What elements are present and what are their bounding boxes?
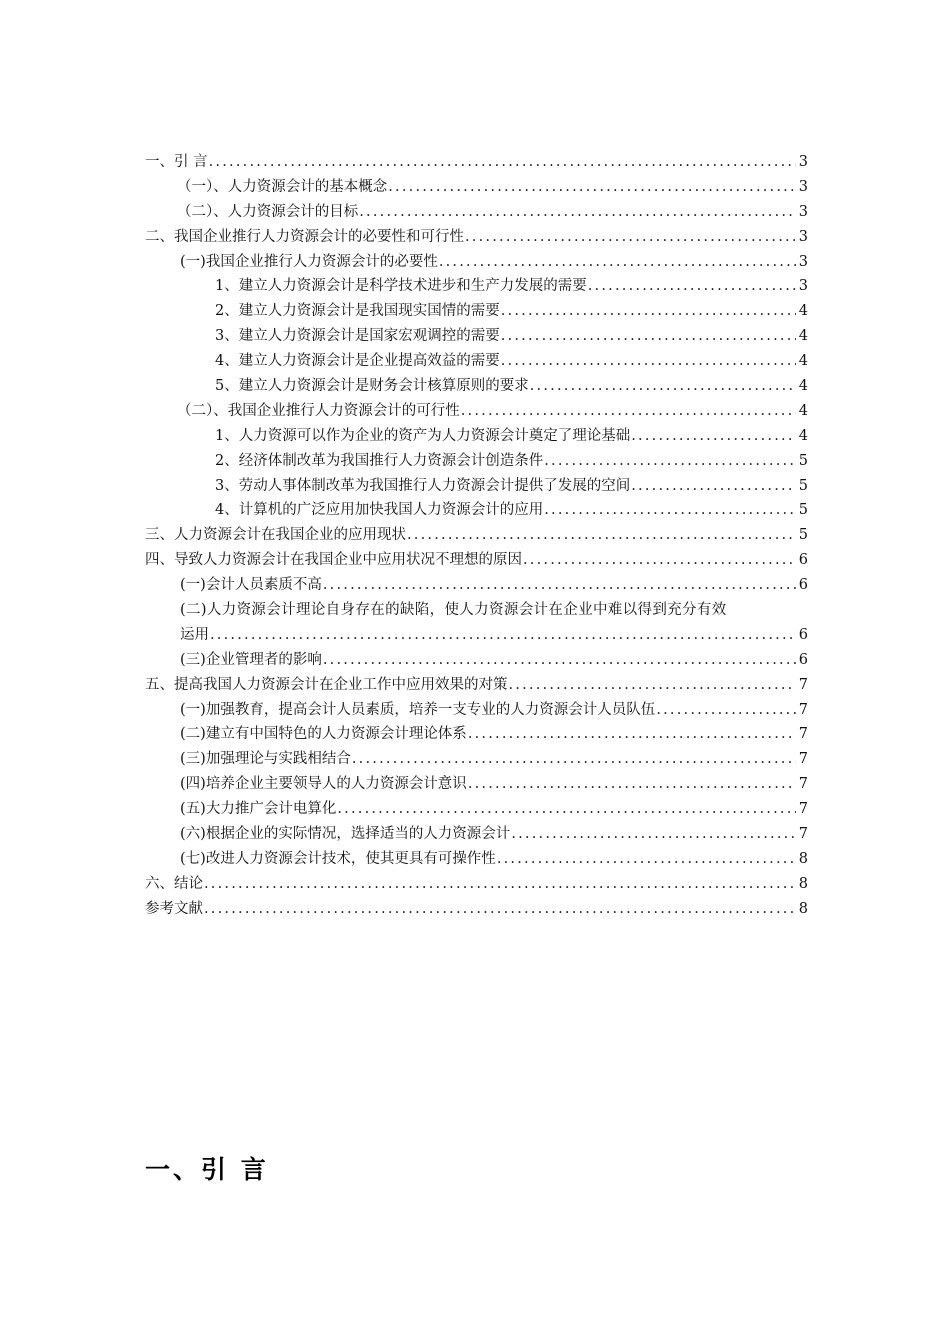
- toc-entry-title: 1、人力资源可以作为企业的资产为人力资源会计奠定了理论基础: [215, 427, 631, 444]
- toc-leader-dots: [631, 424, 796, 449]
- toc-entry[interactable]: [145, 722, 808, 747]
- toc-entry[interactable]: [145, 573, 808, 598]
- toc-entry-page: 6: [798, 651, 808, 668]
- toc-entry[interactable]: [145, 200, 808, 225]
- toc-entry-title: 一、引 言: [145, 154, 208, 170]
- toc-entry-page: 3: [798, 154, 808, 170]
- toc-entry-title: 3、建立人力资源会计是国家宏观调控的需要: [215, 328, 500, 345]
- toc-entry-page: 4: [798, 303, 808, 320]
- toc-entry-page: 6: [798, 626, 808, 643]
- toc-entry-title: (六)根据企业的实际情况，选择适当的人力资源会计: [180, 826, 511, 843]
- toc-leader-dots: [544, 498, 796, 523]
- toc-leader-dots: [388, 175, 796, 200]
- toc-entry[interactable]: [145, 772, 808, 797]
- toc-entry-title: (二)人力资源会计理论自身存在的缺陷，使人力资源会计在企业中难以得到充分有效: [180, 602, 727, 619]
- toc-leader-dots: [497, 847, 796, 872]
- toc-entry[interactable]: [145, 424, 808, 449]
- toc-entry[interactable]: [145, 225, 808, 250]
- toc-entry[interactable]: [145, 374, 808, 399]
- toc-leader-dots: [588, 274, 796, 299]
- toc-leader-dots: [323, 573, 796, 598]
- toc-entry-page: 3: [798, 178, 808, 195]
- toc-entry[interactable]: [145, 150, 808, 175]
- toc-entry-page: 4: [798, 378, 808, 395]
- toc-entry-title: 六、结论: [145, 875, 203, 892]
- toc-entry-title: 运用: [180, 626, 209, 643]
- toc-entry[interactable]: [145, 250, 808, 275]
- toc-entry-title: 3、劳动人事体制改革为我国推行人力资源会计提供了发展的空间: [215, 477, 631, 494]
- toc-entry[interactable]: [145, 399, 808, 424]
- toc-entry-page: 6: [798, 577, 808, 594]
- toc-entry-page: 8: [798, 900, 808, 917]
- toc-entry-title: (四)培养企业主要领导人的人力资源会计意识: [180, 776, 467, 793]
- toc-leader-dots: [631, 474, 796, 499]
- toc-entry-title: 1、建立人力资源会计是科学技术进步和生产力发展的需要: [215, 278, 587, 295]
- toc-leader-dots: [544, 449, 796, 474]
- toc-leader-dots: [468, 772, 796, 797]
- toc-entry-page: 7: [798, 726, 808, 743]
- toc-entry[interactable]: [145, 698, 808, 723]
- toc-entry-page: 7: [798, 751, 808, 768]
- toc-entry[interactable]: [145, 797, 808, 822]
- toc-entry[interactable]: [145, 449, 808, 474]
- toc-entry-title: (一)我国企业推行人力资源会计的必要性: [180, 253, 438, 270]
- toc-entry-title: (五)大力推广会计电算化: [180, 801, 337, 818]
- toc-leader-dots: [511, 822, 795, 847]
- toc-leader-dots: [209, 150, 796, 175]
- toc-entry[interactable]: [145, 673, 808, 698]
- toc-entry-title: (一)会计人员素质不高: [180, 577, 322, 594]
- toc-entry-page: 3: [798, 228, 808, 245]
- toc-entry-page: 3: [798, 253, 808, 270]
- toc-entry-page: 8: [798, 850, 808, 867]
- toc-entry-page: 5: [798, 452, 808, 469]
- toc-leader-dots: [204, 897, 796, 922]
- toc-entry-title: 二、我国企业推行人力资源会计的必要性和可行性: [145, 228, 464, 245]
- toc-entry-title: 2、经济体制改革为我国推行人力资源会计创造条件: [215, 452, 544, 469]
- toc-entry-title: 4、计算机的广泛应用加快我国人力资源会计的应用: [215, 502, 544, 519]
- toc-entry-title: 参考文献: [145, 900, 203, 917]
- toc-entry[interactable]: [145, 648, 808, 673]
- toc-entry[interactable]: [145, 897, 808, 922]
- toc-leader-dots: [530, 374, 796, 399]
- toc-leader-dots: [509, 673, 796, 698]
- toc-entry-page: 5: [798, 527, 808, 544]
- toc-entry-page: 7: [798, 701, 808, 718]
- toc-entry-page: 7: [798, 676, 808, 693]
- toc-entry-page: 4: [798, 328, 808, 345]
- toc-leader-dots: [407, 523, 796, 548]
- toc-entry-page: 4: [798, 427, 808, 444]
- toc-leader-dots: [323, 648, 796, 673]
- toc-leader-dots: [523, 548, 796, 573]
- toc-entry-title: (三)加强理论与实践相结合: [180, 751, 351, 768]
- toc-entry-page: 3: [798, 278, 808, 295]
- toc-entry-title: 2、建立人力资源会计是我国现实国情的需要: [215, 303, 500, 320]
- toc-entry[interactable]: [145, 274, 808, 299]
- toc-leader-dots: [501, 324, 796, 349]
- toc-entry-title: （二）、人力资源会计的目标: [177, 203, 359, 220]
- toc-entry[interactable]: [145, 523, 808, 548]
- toc-entry-title: 5、建立人力资源会计是财务会计核算原则的要求: [215, 378, 529, 395]
- toc-entry-page: 8: [798, 875, 808, 892]
- toc-entry-title: （二）、我国企业推行人力资源会计的可行性: [177, 402, 460, 419]
- toc-entry[interactable]: [145, 847, 808, 872]
- toc-entry-title: (一)加强教育，提高会计人员素质，培养一支专业的人力资源会计人员队伍: [180, 701, 656, 718]
- toc-entry-title: (三)企业管理者的影响: [180, 651, 322, 668]
- toc-entry[interactable]: [145, 324, 808, 349]
- toc-leader-dots: [461, 399, 796, 424]
- toc-entry-page: 7: [798, 776, 808, 793]
- toc-entry[interactable]: [145, 299, 808, 324]
- toc-entry-page: 7: [798, 826, 808, 843]
- toc-leader-dots: [337, 797, 795, 822]
- toc-entry-title: (七)改进人力资源会计技术，使其更具有可操作性: [180, 850, 496, 867]
- toc-entry[interactable]: [145, 175, 808, 200]
- toc-entry-title: 4、建立人力资源会计是企业提高效益的需要: [215, 353, 500, 370]
- toc-entry-title: 五、提高我国人力资源会计在企业工作中应用效果的对策: [145, 676, 508, 693]
- toc-leader-dots: [468, 722, 796, 747]
- toc-entry-page: 4: [798, 353, 808, 370]
- toc-entry[interactable]: [145, 548, 808, 573]
- toc-entry-title: （一）、人力资源会计的基本概念: [177, 178, 388, 195]
- toc-leader-dots: [352, 747, 796, 772]
- toc-entry-continuation[interactable]: [145, 623, 808, 648]
- table-of-contents: [145, 150, 808, 922]
- toc-entry[interactable]: [145, 872, 808, 897]
- toc-leader-dots: [439, 250, 796, 275]
- toc-leader-dots: [656, 698, 795, 723]
- toc-leader-dots: [204, 872, 796, 897]
- toc-entry-title: 三、人力资源会计在我国企业的应用现状: [145, 527, 406, 544]
- toc-leader-dots: [501, 299, 796, 324]
- toc-entry[interactable]: [145, 498, 808, 523]
- toc-entry-page: 7: [798, 801, 808, 818]
- toc-entry-title: (二)建立有中国特色的人力资源会计理论体系: [180, 726, 467, 743]
- toc-entry-page: 4: [798, 402, 808, 419]
- toc-leader-dots: [359, 200, 796, 225]
- toc-entry[interactable]: [145, 474, 808, 499]
- section-heading: 一、引 言: [145, 1155, 269, 1184]
- toc-entry[interactable]: [145, 747, 808, 772]
- toc-entry-page: 3: [798, 203, 808, 220]
- toc-leader-dots: [465, 225, 796, 250]
- toc-entry-page: 5: [798, 477, 808, 494]
- toc-leader-dots: [501, 349, 796, 374]
- toc-entry[interactable]: [145, 598, 808, 623]
- toc-leader-dots: [210, 623, 796, 648]
- toc-entry-page: 6: [798, 552, 808, 569]
- toc-entry-page: 5: [798, 502, 808, 519]
- toc-entry[interactable]: [145, 349, 808, 374]
- toc-entry-title: 四、导致人力资源会计在我国企业中应用状况不理想的原因: [145, 552, 522, 569]
- toc-entry[interactable]: [145, 822, 808, 847]
